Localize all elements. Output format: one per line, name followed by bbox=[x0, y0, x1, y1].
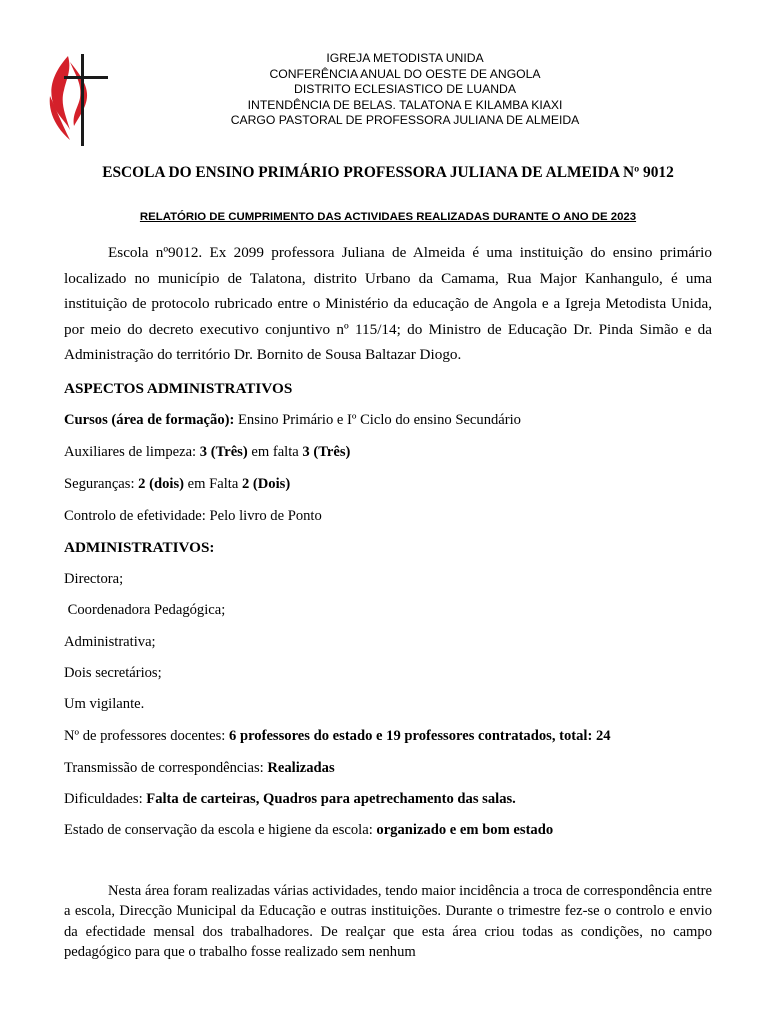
header-line: CARGO PASTORAL DE PROFESSORA JULIANA DE ALMEIDA bbox=[230, 113, 580, 128]
estado-value: organizado e em bom estado bbox=[376, 822, 554, 838]
limpeza-line bbox=[64, 444, 350, 461]
header-line: INTENDÊNCIA DE BELAS. TALATONA E KILAMBA KIAXI bbox=[247, 97, 563, 112]
header-line: IGREJA METODISTA UNIDA bbox=[326, 51, 484, 65]
limpeza-value: 3 (Três) bbox=[199, 444, 248, 460]
closing-paragraph bbox=[64, 881, 712, 963]
dificuldades-label: Dificuldades: bbox=[64, 791, 147, 807]
dificuldades-line bbox=[64, 791, 516, 808]
limpeza-missing: 3 (Três) bbox=[302, 444, 351, 460]
list-item: Administrativa; bbox=[64, 634, 156, 650]
dificuldades-value: Falta de carteiras, Quadros para apetrechamento das salas. bbox=[146, 791, 516, 807]
professores-label: Nº de professores docentes: bbox=[64, 728, 230, 744]
limpeza-mid: em falta bbox=[247, 444, 303, 460]
transmissao-line bbox=[64, 760, 335, 777]
list-item: Directora; bbox=[64, 571, 124, 587]
seguranca-mid: em Falta bbox=[183, 476, 242, 492]
cross-and-flame-icon bbox=[46, 52, 112, 148]
header-line: DISTRITO ECLESIASTICO DE LUANDA bbox=[294, 82, 516, 97]
limpeza-label: Auxiliares de limpeza: bbox=[64, 444, 200, 460]
estado-line bbox=[64, 822, 553, 839]
cursos-label: Cursos (área de formação): bbox=[64, 412, 235, 428]
seguranca-label: Seguranças: bbox=[64, 476, 139, 492]
header-line: CONFERÊNCIA ANUAL DO OESTE DE ANGOLA bbox=[269, 66, 541, 81]
school-title: ESCOLA DO ENSINO PRIMÁRIO PROFESSORA JULIANA DE ALMEIDA Nº 9012 bbox=[102, 164, 674, 181]
transmissao-value: Realizadas bbox=[267, 760, 335, 776]
report-title: RELATÓRIO DE CUMPRIMENTO DAS ACTIVIDAES REALIZADAS DURANTE O ANO DE 2023 bbox=[139, 211, 637, 223]
cursos-value: Ensino Primário e Iº Ciclo do ensino Secundário bbox=[234, 412, 521, 428]
professores-value: 6 professores do estado e 19 professores contratados, total: 24 bbox=[229, 728, 611, 744]
seguranca-line bbox=[64, 476, 290, 493]
list-item: Um vigilante. bbox=[64, 696, 145, 712]
section-heading-administrativos: ADMINISTRATIVOS: bbox=[64, 539, 215, 556]
list-item: Dois secretários; bbox=[64, 665, 162, 681]
seguranca-value: 2 (dois) bbox=[138, 476, 184, 492]
cursos-line bbox=[64, 412, 521, 429]
list-item: Coordenadora Pedagógica; bbox=[64, 602, 226, 618]
closing-text: Nesta área foram realizadas várias actividades, tendo maior incidência a troca de correspondência entre a escola, Direcção Municipal da Educação e outras instituições. Durante o trimestre fez-se o controlo e envio da efectidade mensal dos trabalhadores. De realçar que esta área criou todas as condições, no campo pedagógico para que o trabalho fosse realizado sem nenhum bbox=[64, 883, 712, 961]
intro-text: Escola nº9012. Ex 2099 professora Juliana de Almeida é uma instituição do ensino primário localizado no município de Talatona, distrito Urbano da Camama, Rua Major Kanhangulo, é uma instituição de protocolo rubricado entre o Ministério da educação de Angola e a Igreja Metodista Unida, por meio do decreto executivo conjuntivo nº 115/14; do Ministro de Educação Dr. Pinda Simão e da Administração do território Dr. Bornito de Sousa Baltazar Diogo. bbox=[64, 244, 712, 364]
seguranca-missing: 2 (Dois) bbox=[241, 476, 291, 492]
professores-line bbox=[64, 728, 611, 745]
transmissao-label: Transmissão de correspondências: bbox=[64, 760, 268, 776]
intro-paragraph bbox=[64, 240, 712, 368]
estado-label: Estado de conservação da escola e higiene da escola: bbox=[64, 822, 377, 838]
controlo-line: Controlo de efetividade: Pelo livro de Ponto bbox=[64, 508, 322, 524]
section-heading-aspectos: ASPECTOS ADMINISTRATIVOS bbox=[64, 380, 293, 397]
church-header bbox=[170, 51, 640, 129]
